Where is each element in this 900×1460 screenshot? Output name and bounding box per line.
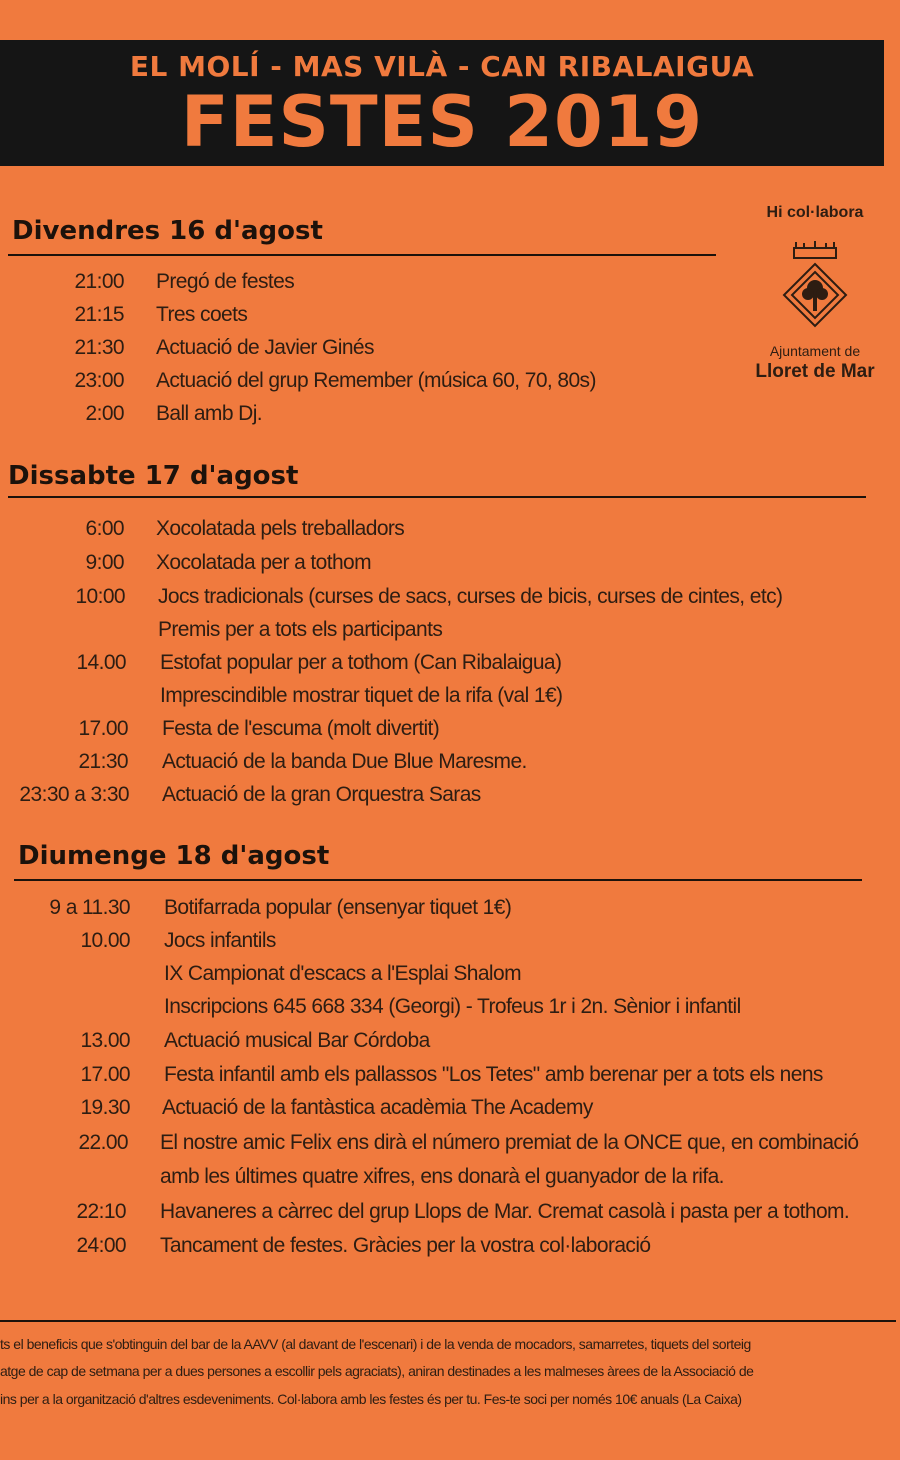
schedule-row	[0, 995, 900, 1027]
event-text: Jocs tradicionals (curses de sacs, curses de bicis, curses de cintes, etc)	[158, 585, 783, 608]
event-text: Xocolatada pels treballadors	[156, 517, 405, 540]
schedule-row	[0, 1063, 900, 1095]
event-text: Estofat popular per a tothom (Can Ribalaigua)	[160, 651, 562, 674]
event-time: 14.00	[76, 651, 126, 674]
event-text: Actuació de la fantàstica acadèmia The Academy	[162, 1096, 593, 1119]
event-text: Havaneres a càrrec del grup Llops de Mar. Cremat casolà i pasta per a tothom.	[160, 1200, 850, 1223]
schedule-row	[0, 336, 900, 368]
event-text: Actuació de la banda Due Blue Maresme.	[162, 750, 527, 773]
event-time: 21:00	[74, 270, 124, 293]
event-text: Actuació de la gran Orquestra Saras	[162, 783, 481, 806]
event-time: 21:30	[74, 336, 124, 359]
day-divider	[14, 879, 862, 881]
event-text: Inscripcions 645 668 334 (Georgi) - Trofeus 1r i 2n. Sènior i infantil	[164, 995, 741, 1018]
event-time: 17.00	[80, 1063, 130, 1086]
event-text: Actuació de Javier Ginés	[156, 336, 374, 359]
schedule-row	[0, 551, 900, 583]
schedule-row	[0, 684, 900, 716]
schedule-row	[0, 369, 900, 401]
schedule-row	[0, 1029, 900, 1061]
event-time: 19.30	[80, 1096, 130, 1119]
event-time: 22:10	[76, 1200, 126, 1223]
event-text: Botifarrada popular (ensenyar tiquet 1€)	[164, 896, 512, 919]
event-time: 17.00	[78, 717, 128, 740]
event-time: 10:00	[75, 585, 125, 608]
schedule-row	[0, 517, 900, 549]
event-time: 21:30	[78, 750, 128, 773]
schedule-row	[0, 270, 900, 302]
event-time: 22.00	[78, 1131, 128, 1154]
footer-line: ts el beneficis que s'obtinguin del bar de la AAVV (al davant de l'escenari) i de la venda de mocadors, samarretes, tiquets del sorteig	[0, 1336, 751, 1352]
schedule-row	[0, 750, 900, 782]
sponsor-town: Lloret de Mar	[755, 361, 875, 382]
footer-line: atge de cap de setmana per a dues persones a escollir pels agraciats), aniran destinades a les malmeses àrees de la Associació de	[0, 1363, 754, 1379]
event-time: 23:00	[74, 369, 124, 392]
schedule-row	[0, 1096, 900, 1128]
schedule-row	[0, 896, 900, 928]
schedule-row	[0, 962, 900, 994]
schedule-row	[0, 585, 900, 617]
schedule-row	[0, 651, 900, 683]
event-text: IX Campionat d'escacs a l'Esplai Shalom	[164, 962, 521, 985]
event-time: 2:00	[85, 402, 124, 425]
sponsor-collab-label: Hi col·labora	[766, 204, 864, 221]
event-text: Jocs infantils	[164, 929, 276, 952]
event-text: amb les últimes quatre xifres, ens donarà el guanyador de la rifa.	[160, 1165, 724, 1188]
sponsor-council-label: Ajuntament de	[769, 343, 861, 359]
event-text: Actuació del grup Remember (música 60, 70, 80s)	[156, 369, 596, 392]
schedule-row	[0, 1165, 900, 1197]
event-text: Tancament de festes. Gràcies per la vostra col·laboració	[160, 1234, 651, 1257]
schedule-row	[0, 618, 900, 650]
event-text: Xocolatada per a tothom	[156, 551, 372, 574]
event-text: Premis per a tots els participants	[158, 618, 443, 641]
event-time: 24:00	[76, 1234, 126, 1257]
event-text: Imprescindible mostrar tiquet de la rifa (val 1€)	[160, 684, 563, 707]
footer-divider	[0, 1320, 896, 1322]
schedule-row	[0, 1234, 900, 1266]
event-text: Pregó de festes	[156, 270, 295, 293]
event-text: Festa infantil amb els pallassos "Los Tetes" amb berenar per a tots els nens	[164, 1063, 823, 1086]
day-heading-sunday: Diumenge 18 d'agost	[18, 841, 330, 871]
event-text: El nostre amic Felix ens dirà el número premiat de la ONCE que, en combinació	[160, 1131, 859, 1154]
header-title: FESTES 2019	[180, 81, 704, 163]
header-subtitle: EL MOLÍ - MAS VILÀ - CAN RIBALAIGUA	[129, 50, 755, 83]
event-time: 10.00	[80, 929, 130, 952]
event-time: 13.00	[80, 1029, 130, 1052]
footer-line: ins per a la organització d'altres esdeveniments. Col·labora amb les festes és per tu. Fes-te soci per només 10€ anuals (La Caixa)	[0, 1391, 742, 1407]
event-time: 21:15	[74, 303, 124, 326]
event-text: Actuació musical Bar Córdoba	[164, 1029, 430, 1052]
day-divider	[8, 496, 866, 498]
schedule-row	[0, 717, 900, 749]
header-banner	[0, 40, 884, 166]
event-text: Festa de l'escuma (molt divertit)	[162, 717, 440, 740]
day-divider	[8, 254, 716, 256]
event-time: 9:00	[85, 551, 124, 574]
schedule-row	[0, 783, 900, 815]
event-text: Tres coets	[156, 303, 248, 326]
event-time: 9 a 11.30	[49, 896, 130, 919]
schedule-row	[0, 303, 900, 335]
day-heading-friday: Divendres 16 d'agost	[12, 216, 323, 246]
event-text: Ball amb Dj.	[156, 402, 263, 425]
schedule-row	[0, 1200, 900, 1232]
schedule-row	[0, 1131, 900, 1163]
schedule-row	[0, 402, 900, 434]
schedule-row	[0, 929, 900, 961]
day-heading-saturday: Dissabte 17 d'agost	[8, 461, 299, 491]
event-time: 23:30 a 3:30	[19, 783, 129, 806]
event-time: 6:00	[85, 517, 124, 540]
